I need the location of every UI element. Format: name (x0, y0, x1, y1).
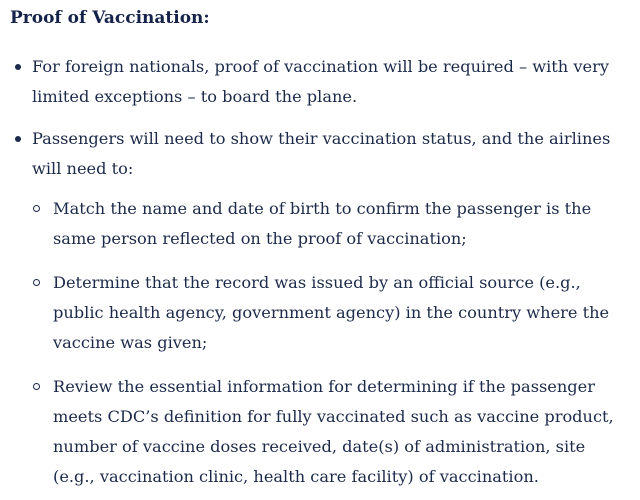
sub-list-item-text: Determine that the record was issued by an official source (e.g., public health agency, government agency) in the country where the vaccine was given; (53, 273, 610, 352)
sub-list-item-text: Match the name and date of birth to confirm the passenger is the same person reflected on the proof of vaccination; (53, 199, 592, 248)
bullet-list (10, 52, 630, 492)
list-item (10, 124, 630, 492)
sub-bullet-list (32, 194, 630, 492)
sub-list-item (32, 372, 630, 492)
bullet-circle-icon (33, 383, 40, 390)
sub-list-item (32, 268, 630, 358)
bullet-circle-icon (33, 279, 40, 286)
list-item (10, 52, 630, 112)
list-item-text: For foreign nationals, proof of vaccination will be required – with very limited exceptions – to board the plane. (32, 57, 609, 106)
list-item-text: Passengers will need to show their vaccination status, and the airlines will need to: (32, 129, 611, 178)
sub-list-item (32, 194, 630, 254)
bullet-dot-icon (15, 64, 21, 70)
section-heading: Proof of Vaccination: (10, 8, 210, 28)
bullet-circle-icon (33, 205, 40, 212)
sub-list-item-text: Review the essential information for determining if the passenger meets CDC’s definition for fully vaccinated such as vaccine product, number of vaccine doses received, date(s) of administration, site (e.g., vaccination clinic, health care facility) of vaccination. (53, 377, 614, 486)
bullet-dot-icon (15, 136, 21, 142)
